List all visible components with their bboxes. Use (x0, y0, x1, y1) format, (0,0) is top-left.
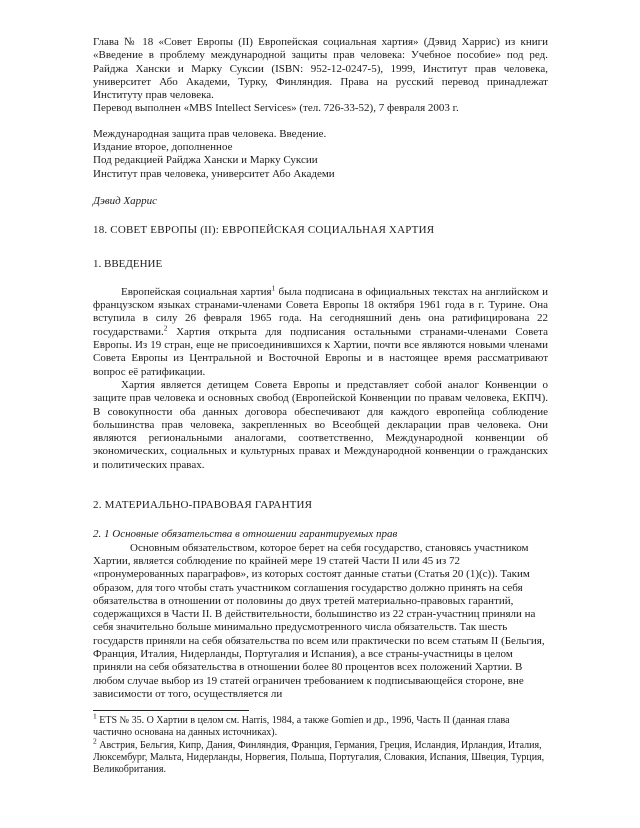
obligations-paragraph: Основным обязательством, которое берет на себя государство, становясь участником Хартии, является соблюдение по крайней мере 19 статей Части II или 45 из 72 «пронумерованных параграфов», из которых состоят данные статьи (Статья 20 (1)(с)). Таким образом, для того чтобы стать участником соглашения государство должно принять на себя обязательства в отношении от половины до двух третей материально-правовых гарантий, содержащихся в Части II. В действительности, большинство из 22 стран-участниц приняли на себя значительно больше минимально предусмотренного числа обязательств. Так шесть государств приняли на себя обязательства по всем или практически по всем статьям II (Бельгия, Франция, Италия, Нидерланды, Португалия и Испания), а все страны-участницы в целом приняли на себя обязательства в отношении более 80 процентов всех положений Хартии. В любом случае выбор из 19 статей ограничен требованием к подписывающейся стороне, вне зависимости от того, осуществляется ли (93, 541, 545, 700)
edition-line: Под редакцией Райджа Хански и Марку Суксии (93, 154, 318, 167)
section-1-heading: 1. ВВЕДЕНИЕ (93, 257, 163, 270)
intro-paragraph-1-text: была подписана в официальных текстах на английском и французском языках странами-членами Совета Европы 18 октября 1961 года в г. Турине. Она вступила в силу 26 февраля 1965 года. На сегодняшний день она ратифицирована 22 государствами. (93, 285, 548, 338)
section-2-1-subheading: 2. 1 Основные обязательства в отношении гарантируемых прав (93, 528, 398, 541)
footnote-2 (93, 736, 548, 777)
intro-paragraph-1-text: Европейская социальная хартия (121, 285, 272, 298)
author-name: Дэвид Харрис (93, 194, 158, 207)
footnote-1 (93, 711, 548, 740)
footnote-separator (93, 710, 249, 711)
footnote-1-marker: 1 (93, 711, 97, 721)
intro-paragraph-1-text: Хартия открыта для подписания остальными странами-членами Совета Европы. Из 19 стран, еще не присоединившихся к Хартии, почти все являются новыми членами Совета Европы из Центральной и Восточной Европы и в настоящее время рассматривают вопрос её ратификации. (93, 325, 548, 378)
edition-line: Издание второе, дополненное (93, 141, 233, 154)
footnote-2-marker: 2 (93, 736, 97, 746)
intro-paragraph-2: Хартия является детищем Совета Европы и представляет собой аналог Конвенции о защите прав человека и основных свобод (Европейской Конвенции по правам человека, ЕКПЧ). В совокупности оба данных договора обеспечивают для каждого европейца соблюдение большинства прав человека, закрепленных во Всеобщей декларации прав человека. Они являются региональными аналогами, соответственно, Международной конвенции об экономических, социальных и культурных правах и Международной конвенции о гражданских и политических правах. (93, 378, 548, 471)
footnote-1-text: ETS № 35. О Хартии в целом см. Harris, 1984, а также Gomien и др., 1996, Часть II (данная глава частично основана на данных источниках). (93, 715, 510, 739)
footnote-area (93, 710, 548, 776)
translation-note: Перевод выполнен «MBS Intellect Services» (тел. 726-33-52), 7 февраля 2003 г. (93, 102, 459, 115)
source-note: Глава № 18 «Совет Европы (II) Европейская социальная хартия» (Дэвид Харрис) из книги «Введение в проблему международной защиты прав человека: Учебное пособие» под ред. Райджа Хански и Марку Суксии (ISBN: 952-12-0247-5), 1999, Институт прав человека, университет Або Академи, Турку, Финляндия. Права на русский перевод принадлежат Институту прав человека. (93, 36, 548, 102)
footnote-2-text: Австрия, Бельгия, Кипр, Дания, Финляндия, Франция, Германия, Греция, Исландия, Ирландия, Италия, Люксембург, Мальта, Нидерланды, Норвегия, Польша, Португалия, Словакия, Испания, Швеция, Турция, Великобритания. (93, 739, 545, 776)
section-2-heading: 2. МАТЕРИАЛЬНО-ПРАВОВАЯ ГАРАНТИЯ (93, 499, 313, 512)
edition-line: Международная защита прав человека. Введение. (93, 127, 327, 140)
chapter-title: 18. СОВЕТ ЕВРОПЫ (II): ЕВРОПЕЙСКАЯ СОЦИАЛЬНАЯ ХАРТИЯ (93, 224, 435, 237)
edition-line: Институт прав человека, университет Або Академи (93, 167, 335, 180)
intro-paragraph-1 (93, 283, 548, 379)
footnote-ref-1: 1 (271, 283, 276, 293)
edition-block (93, 128, 548, 181)
footnote-ref-2: 2 (163, 323, 168, 333)
